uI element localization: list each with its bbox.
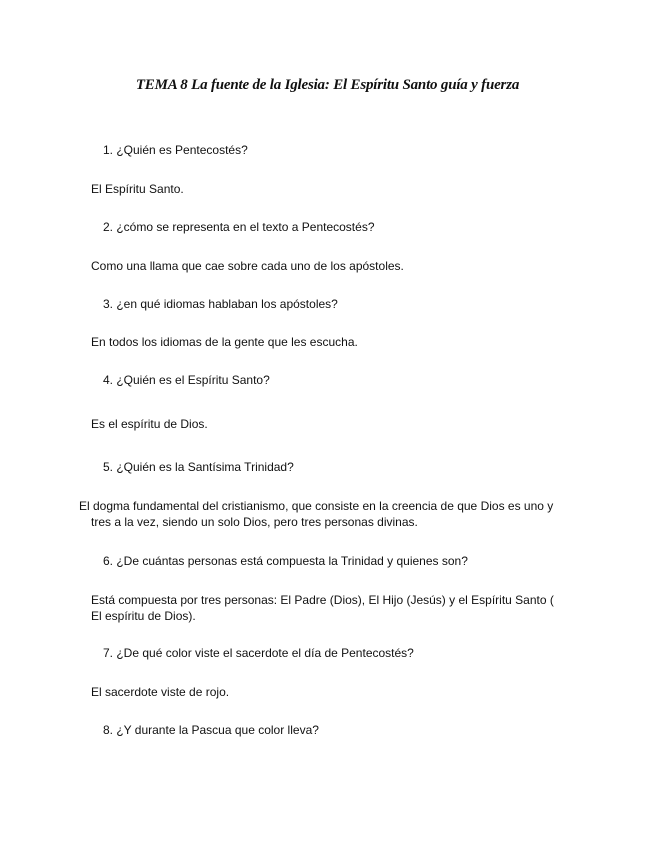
answer-3: En todos los idiomas de la gente que les escucha. bbox=[91, 335, 358, 349]
answer-1: El Espíritu Santo. bbox=[91, 182, 184, 196]
question-5: 5. ¿Quién es la Santísima Trinidad? bbox=[103, 460, 294, 474]
question-8: 8. ¿Y durante la Pascua que color lleva? bbox=[103, 723, 319, 737]
answer-5-line-2: tres a la vez, siendo un solo Dios, pero tres personas divinas. bbox=[91, 515, 418, 529]
answer-2: Como una llama que cae sobre cada uno de los apóstoles. bbox=[91, 259, 404, 273]
question-1: 1. ¿Quién es Pentecostés? bbox=[103, 143, 248, 157]
answer-5 bbox=[79, 498, 559, 530]
document-title: TEMA 8 La fuente de la Iglesia: El Espíritu Santo guía y fuerza bbox=[135, 77, 520, 93]
question-3: 3. ¿en qué idiomas hablaban los apóstoles? bbox=[103, 297, 338, 311]
answer-6: Está compuesta por tres personas: El Padre (Dios), El Hijo (Jesús) y el Espíritu Santo ( El espíritu de Dios). bbox=[91, 593, 554, 623]
answer-7: El sacerdote viste de rojo. bbox=[91, 685, 230, 699]
answer-4: Es el espíritu de Dios. bbox=[91, 417, 208, 431]
answer-5-line-1: El dogma fundamental del cristianismo, que consiste en la creencia de que Dios es uno y bbox=[79, 499, 554, 513]
question-7: 7. ¿De qué color viste el sacerdote el día de Pentecostés? bbox=[103, 646, 414, 660]
question-2: 2. ¿cómo se representa en el texto a Pentecostés? bbox=[103, 220, 375, 234]
question-4: 4. ¿Quién es el Espíritu Santo? bbox=[103, 373, 270, 387]
question-6: 6. ¿De cuántas personas está compuesta la Trinidad y quienes son? bbox=[103, 554, 468, 568]
